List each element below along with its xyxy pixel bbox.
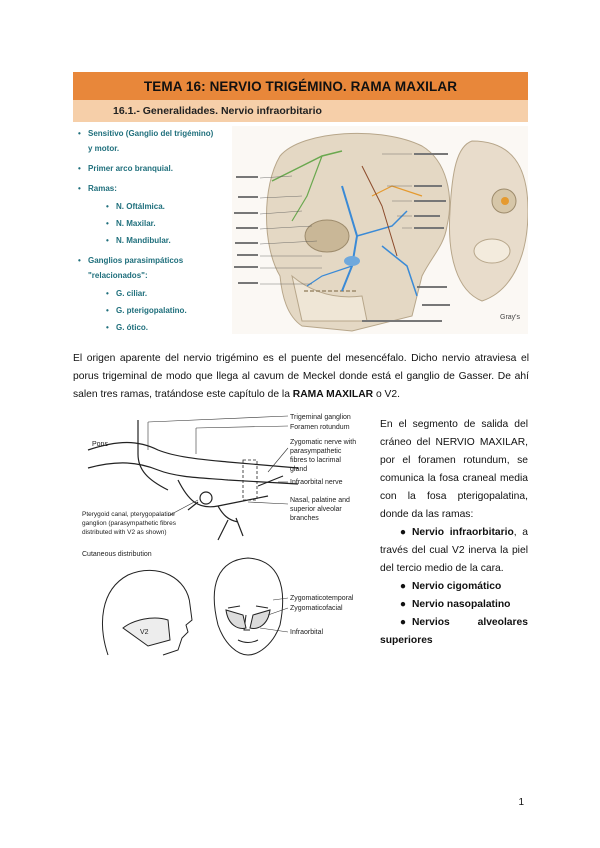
pterygoid-label: ganglion (parasympathetic fibres [82,520,176,527]
right-column-intro: En el segmento de salida del cráneo del NERVIO MAXILAR, por el foramen rotundum, se comunica la fosa craneal media con la fosa pterigopalatina, donde da las ramas: [380,419,528,520]
list-item-text: Ganglios parasimpáticos [88,256,184,265]
zygomatic-nerve-label: gland [290,466,308,473]
sub-list-item [78,302,236,319]
section-subtitle: 16.1.- Generalidades. Nervio infraorbitario [113,105,322,117]
list-item [78,181,236,196]
intro-paragraph [73,350,529,404]
sub-list-item-text: N. Maxilar. [116,219,156,228]
zygomatic-nerve-label: Zygomatic nerve with [290,439,357,446]
list-item-bold: Nervio cigomático [412,581,502,592]
sub-list-item-text: G. pterigopalatino. [116,306,187,315]
list-item-text: Sensitivo (Ganglio del trigémino) [88,129,214,138]
skull-anatomy-figure [232,126,528,334]
sub-list-item-text: G. ciliar. [116,289,148,298]
bullet-list [78,126,236,336]
infraorbital-area-label: Infraorbital [290,629,324,636]
sub-list-item-text: N. Mandibular. [116,236,171,245]
pterygoid-label: Pterygoid canal, pterygopalatine [82,511,175,518]
face-front-icon [214,558,282,655]
branch-list [380,524,528,650]
bullet-icon: • [78,184,81,193]
sub-list-item [78,198,236,215]
head-profile-icon [103,570,192,655]
bullet-icon: • [106,219,109,228]
infraorbital-nerve-label: Infraorbital nerve [290,479,343,486]
list-item [78,253,236,283]
bullet-icon: • [106,202,109,211]
bullet-icon: • [78,256,81,265]
zygomatic-nerve-label: parasympathetic [290,448,342,455]
bullet-icon: • [106,323,109,332]
list-item-text: Primer arco branquial. [88,164,173,173]
paragraph-text: El origen aparente del nervio trigémino es el puente del mesencéfalo. Dicho nervio atraviesa el porus trigeminal de modo que llega al cavum de Meckel donde está el ganglio de Gasser. De ahí salen tres ramas, tratándose este capítulo de la [73,353,529,400]
page-number: 1 [518,797,524,808]
right-column-text [380,416,528,650]
bullet-icon: • [78,129,81,138]
bullet-icon: ● [399,617,407,628]
bullet-icon: ● [399,527,407,538]
sub-list-item [78,319,236,336]
maxillary-nerve-diagram [78,410,378,660]
list-item [380,578,528,596]
nasal-branches-label: Nasal, palatine and [290,497,350,504]
sub-list-item [78,232,236,249]
list-item-text: y motor. [88,144,120,153]
bullet-icon: • [106,236,109,245]
list-item [78,161,236,176]
list-item-bold: Nervio nasopalatino [412,599,511,610]
list-item [78,126,236,156]
page-title: TEMA 16: NERVIO TRIGÉMINO. RAMA MAXILAR [143,78,458,94]
pterygoid-label: distributed with V2 as shown) [82,529,167,536]
subtitle-bar [73,100,528,122]
foramen-rotundum-label: Foramen rotundum [290,424,350,431]
bullet-icon: • [106,289,109,298]
title-bar [73,72,528,100]
paragraph-bold-text: RAMA MAXILAR [292,389,374,400]
bullet-icon: ● [399,599,407,610]
sub-list-item-text: N. Oftálmica. [116,202,165,211]
trigeminal-ganglion-label: Trigeminal ganglion [290,414,351,421]
list-item-text: Ramas: [88,184,117,193]
sub-list-item [78,215,236,232]
cutaneous-distribution-label: Cutaneous distribution [82,551,152,558]
sub-list-item-text: G. ótico. [116,323,148,332]
bullet-icon: • [106,306,109,315]
list-item-text: , a través del cual V2 inerva la piel del tercio medio de la cara. [380,527,528,574]
sub-list-item [78,285,236,302]
list-item [380,524,528,578]
list-item [380,614,528,650]
list-item-bold: Nervios alveolares superiores [380,617,528,646]
list-item-text: "relacionados": [88,271,148,280]
list-item [380,596,528,614]
figure-credit: Gray's [500,314,521,321]
paragraph-text: o V2. [373,389,400,400]
bullet-icon: • [78,164,81,173]
list-item-bold: Nervio infraorbitario [412,527,514,538]
pons-label: Pons [92,441,108,448]
zygomatic-nerve-label: fibres to lacrimal [290,457,341,464]
nasal-branches-label: branches [290,515,319,522]
bullet-icon: ● [399,581,407,592]
nasal-branches-label: superior alveolar [290,506,342,513]
zygomaticotemporal-label: Zygomaticotemporal [290,595,354,602]
zygomaticofacial-label: Zygomaticofacial [290,605,343,612]
v2-label: V2 [140,629,149,636]
